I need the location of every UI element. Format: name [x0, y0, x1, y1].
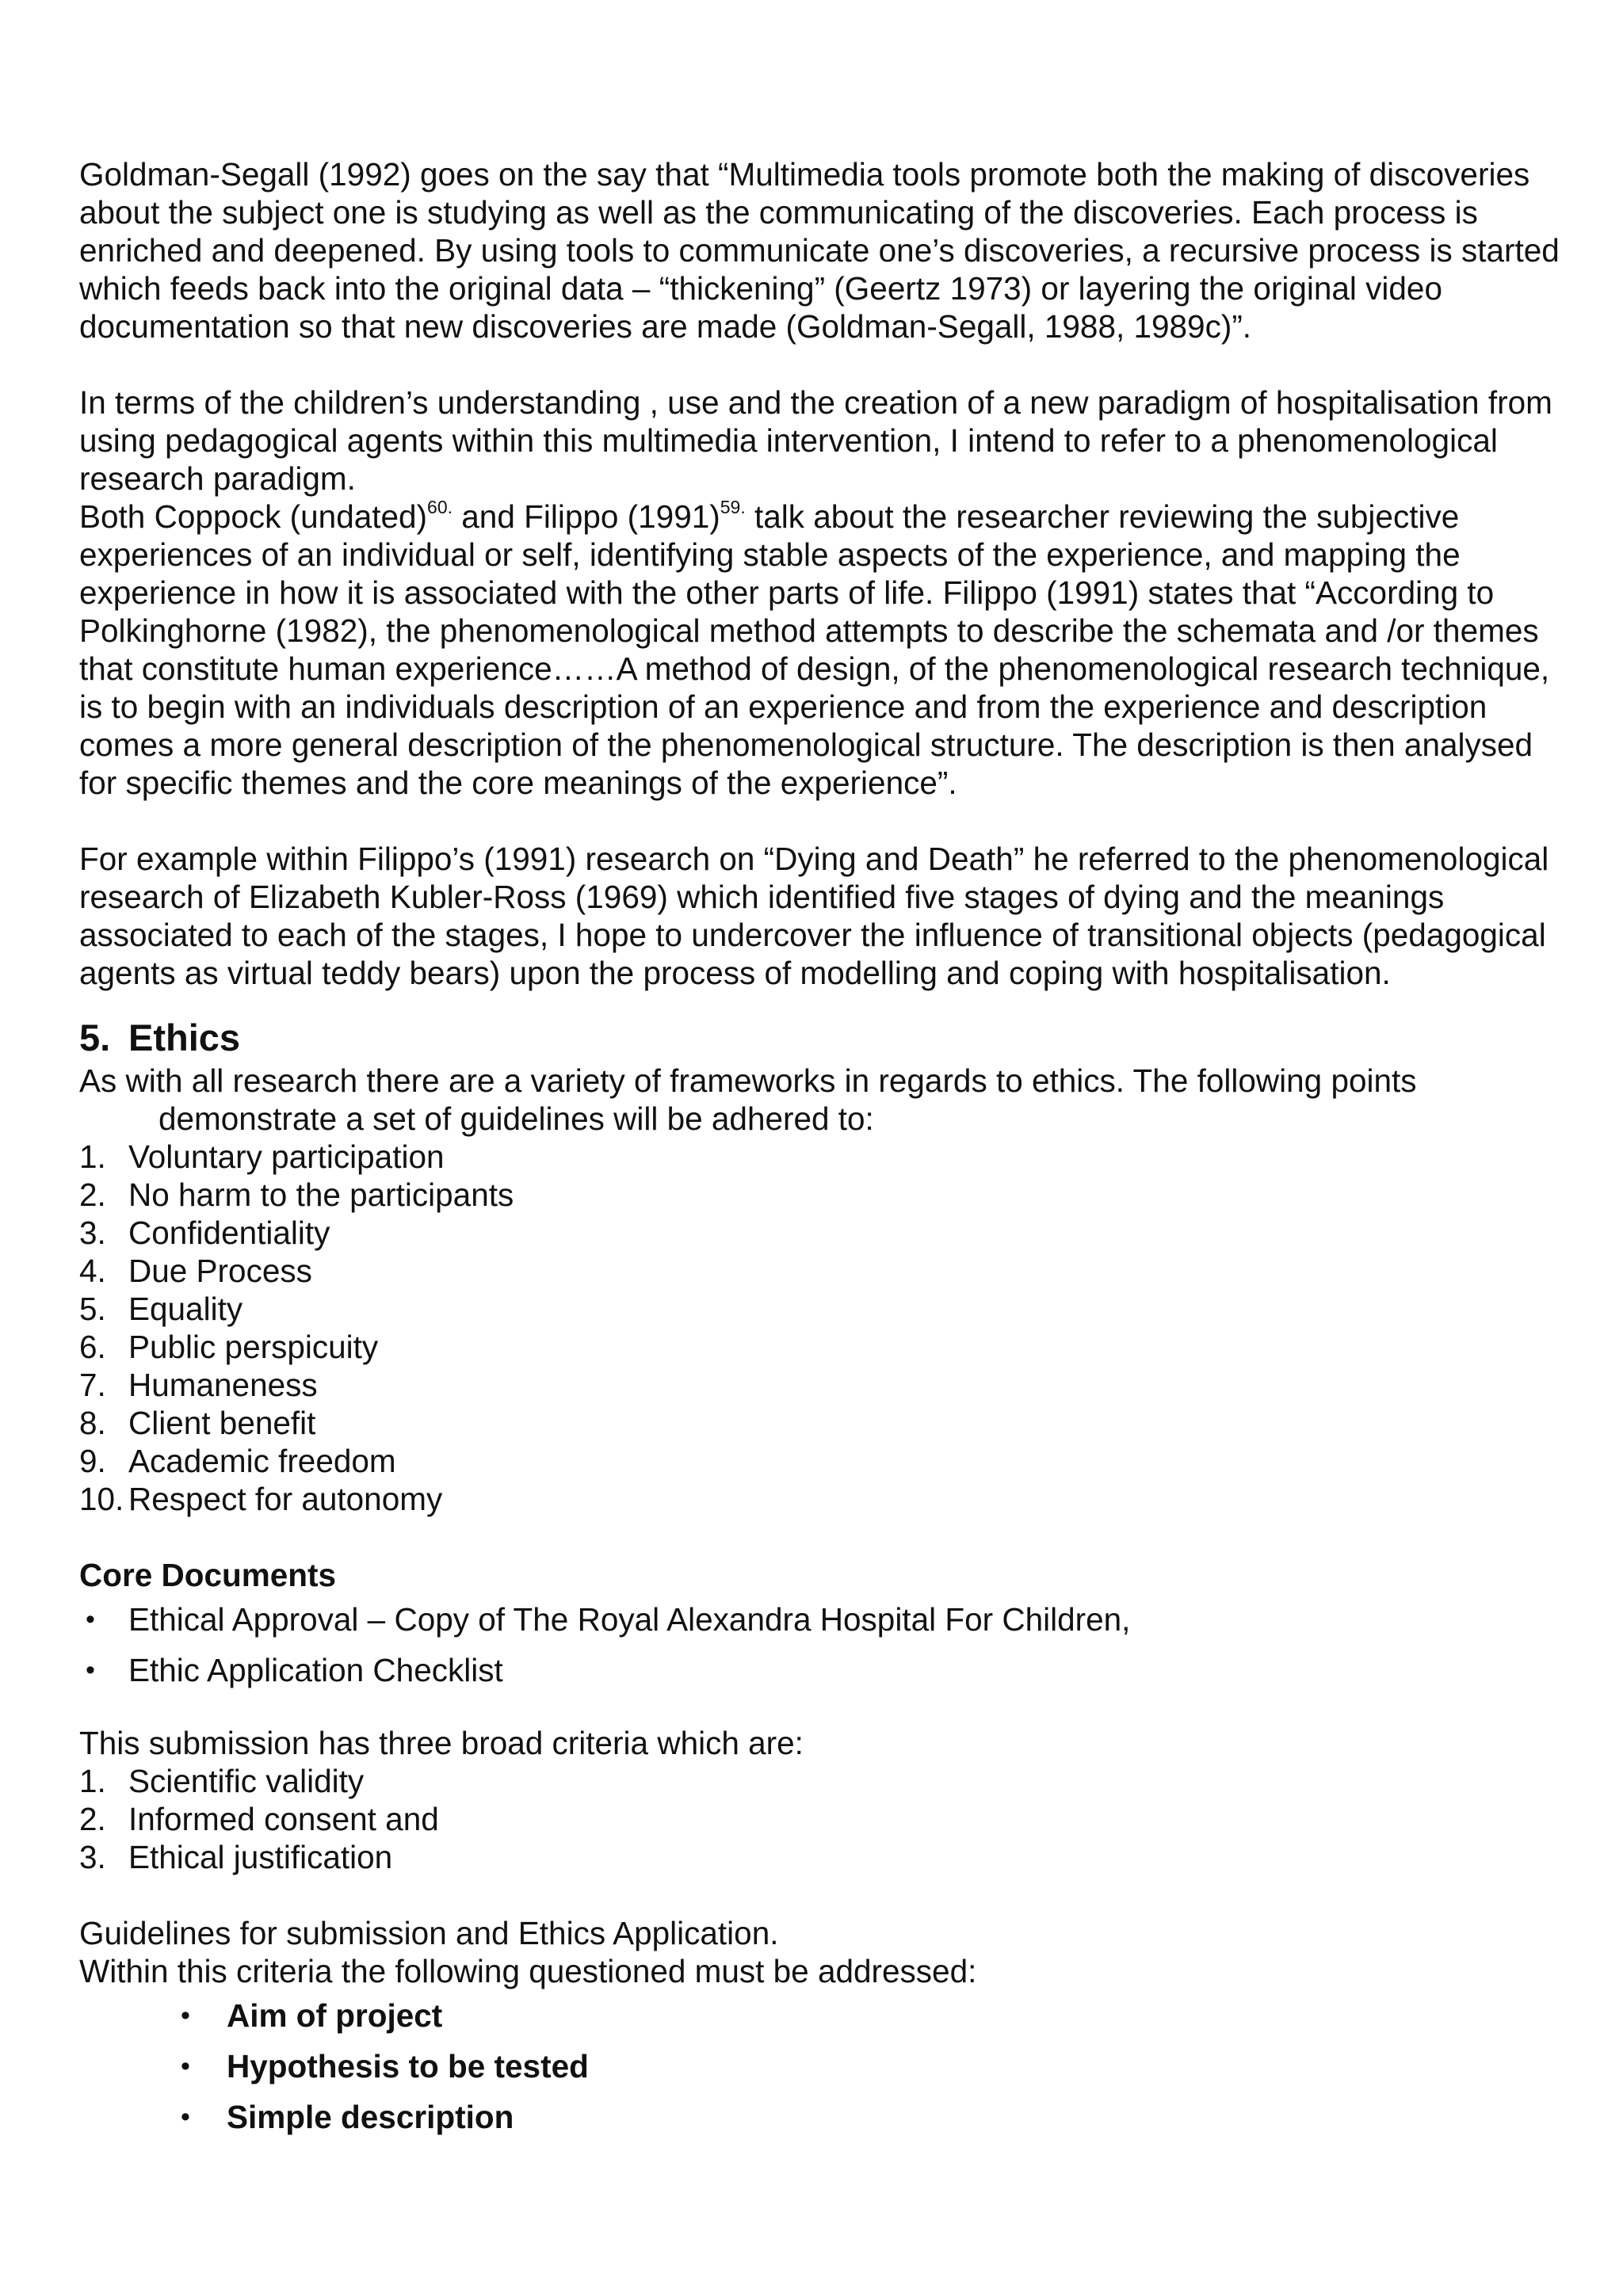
footnote-ref-60: 60.: [427, 496, 453, 517]
list-item: [79, 1762, 1569, 1800]
list-number: 9.: [79, 1443, 106, 1479]
list-item-text: Equality: [128, 1291, 243, 1327]
list-number: 5.: [79, 1291, 106, 1327]
list-item-text: Ethic Application Checklist: [128, 1652, 503, 1688]
list-number: 3.: [79, 1215, 106, 1251]
list-number: 1.: [79, 1763, 106, 1799]
paragraph-coppock-filippo: [79, 498, 1569, 802]
submission-guidelines-line-1: Guidelines for submission and Ethics Application.: [79, 1915, 779, 1951]
bullet-icon: •: [86, 1604, 95, 1634]
list-item: [79, 1252, 1569, 1290]
list-item-text: Scientific validity: [128, 1763, 365, 1799]
submission-questions-list: [79, 1990, 1569, 2142]
list-item: [79, 1442, 1569, 1480]
bullet-icon: •: [86, 1655, 95, 1685]
list-item-text: Client benefit: [128, 1405, 316, 1441]
paragraph-spacer: [79, 802, 1569, 840]
section-spacer: [79, 1518, 1569, 1556]
text-filippo: and Filippo (1991): [453, 498, 720, 535]
list-item-text: Due Process: [128, 1253, 312, 1289]
document-page: [79, 155, 1569, 2142]
section-title: Ethics: [128, 1016, 241, 1058]
list-item-text: Simple description: [227, 2099, 514, 2135]
list-item: [79, 1138, 1569, 1176]
list-item-text: Confidentiality: [128, 1215, 330, 1251]
list-item: [79, 1176, 1569, 1214]
list-item: [79, 1214, 1569, 1252]
list-item-text: Public perspicuity: [128, 1329, 379, 1365]
bullet-icon: •: [181, 2102, 190, 2132]
list-item: [79, 2041, 1569, 2092]
core-documents-list: [79, 1594, 1569, 1695]
footnote-ref-59: 59.: [720, 496, 746, 517]
list-number: 10.: [79, 1481, 124, 1517]
paragraph-goldman-segall: Goldman-Segall (1992) goes on the say that “Multimedia tools promote both the making of discoveries about the subject one is studying as well as the communicating of the discoveries. Each process is enriched and deepened. By using tools to communicate one’s discoveries, a recursive process is started which feeds back into the original data – “thickening” (Geertz 1973) or layering the original video documentation so that new discoveries are made (Goldman-Segall, 1988, 1989c)”.: [79, 156, 1560, 345]
section-spacer: [79, 1876, 1569, 1914]
list-number: 4.: [79, 1253, 106, 1289]
list-item-text: Academic freedom: [128, 1443, 396, 1479]
criteria-intro: This submission has three broad criteria which are:: [79, 1725, 804, 1761]
list-item: [79, 2092, 1569, 2142]
paragraph-childrens-understanding: In terms of the children’s understanding , use and the creation of a new paradigm of hospitalisation from using pedagogical agents within this multimedia intervention, I intend to refer to a phenomenological research paradigm.: [79, 384, 1552, 497]
list-item: [79, 1990, 1569, 2041]
criteria-list: [79, 1762, 1569, 1876]
list-item-text: Informed consent and: [128, 1801, 439, 1837]
ethics-intro-line-1: As with all research there are a variety of frameworks in regards to ethics. The following points: [79, 1062, 1417, 1099]
list-number: 2.: [79, 1177, 106, 1213]
list-number: 6.: [79, 1329, 106, 1365]
list-item: [79, 1290, 1569, 1328]
list-item-text: Ethical Approval – Copy of The Royal Alexandra Hospital For Children,: [128, 1601, 1131, 1638]
section-heading-ethics: [79, 1014, 1569, 1062]
list-item: [79, 1404, 1569, 1442]
list-number: 1.: [79, 1138, 106, 1175]
list-item-text: Voluntary participation: [128, 1138, 445, 1175]
list-item: [79, 1838, 1569, 1876]
list-item-text: Aim of project: [227, 1997, 443, 2034]
list-item-text: No harm to the participants: [128, 1177, 514, 1213]
list-item: [79, 1645, 1569, 1695]
core-documents-heading: Core Documents: [79, 1557, 337, 1593]
list-number: 7.: [79, 1367, 106, 1403]
list-item-text: Ethical justification: [128, 1839, 393, 1875]
ethics-guidelines-list: [79, 1138, 1569, 1518]
list-item-text: Humaneness: [128, 1367, 318, 1403]
text-coppock: Both Coppock (undated): [79, 498, 428, 535]
section-number: 5.: [79, 1016, 111, 1058]
list-number: 2.: [79, 1801, 106, 1837]
text-researcher-review: talk about the researcher reviewing the subjective experiences of an individual or self, identifying stable aspects of the experience, and mapping the experience in how it is associated with the other parts of life. Filippo (1991) states that “According to Polkinghorne (1982), the phenomenological method attempts to describe the schemata and /or themes that constitute human experience……A method of design, of the phenomenological research technique, is to begin with an individuals description of an experience and from the experience and description comes a more general description of the phenomenological structure. The description is then analysed for specific themes and the core meanings of the experience”.: [79, 498, 1550, 801]
list-number: 8.: [79, 1405, 106, 1441]
ethics-intro-line-2: demonstrate a set of guidelines will be adhered to:: [158, 1100, 874, 1137]
list-item: [79, 1328, 1569, 1366]
section-spacer: [79, 992, 1569, 1014]
bullet-icon: •: [181, 2051, 190, 2081]
paragraph-spacer: [79, 345, 1569, 383]
list-item: [79, 1480, 1569, 1518]
list-number: 3.: [79, 1839, 106, 1875]
section-spacer: [79, 1695, 1569, 1724]
list-item: [79, 1366, 1569, 1404]
bullet-icon: •: [181, 2000, 190, 2031]
list-item-text: Hypothesis to be tested: [227, 2048, 589, 2084]
list-item: [79, 1800, 1569, 1838]
submission-guidelines-line-2: Within this criteria the following questioned must be addressed:: [79, 1953, 977, 1989]
list-item: [79, 1594, 1569, 1645]
list-item-text: Respect for autonomy: [128, 1481, 443, 1517]
paragraph-dying-and-death: For example within Filippo’s (1991) research on “Dying and Death” he referred to the phenomenological research of Elizabeth Kubler-Ross (1969) which identified five stages of dying and the meanings associated to each of the stages, I hope to undercover the influence of transitional objects (pedagogical agents as virtual teddy bears) upon the process of modelling and coping with hospitalisation.: [79, 841, 1549, 991]
